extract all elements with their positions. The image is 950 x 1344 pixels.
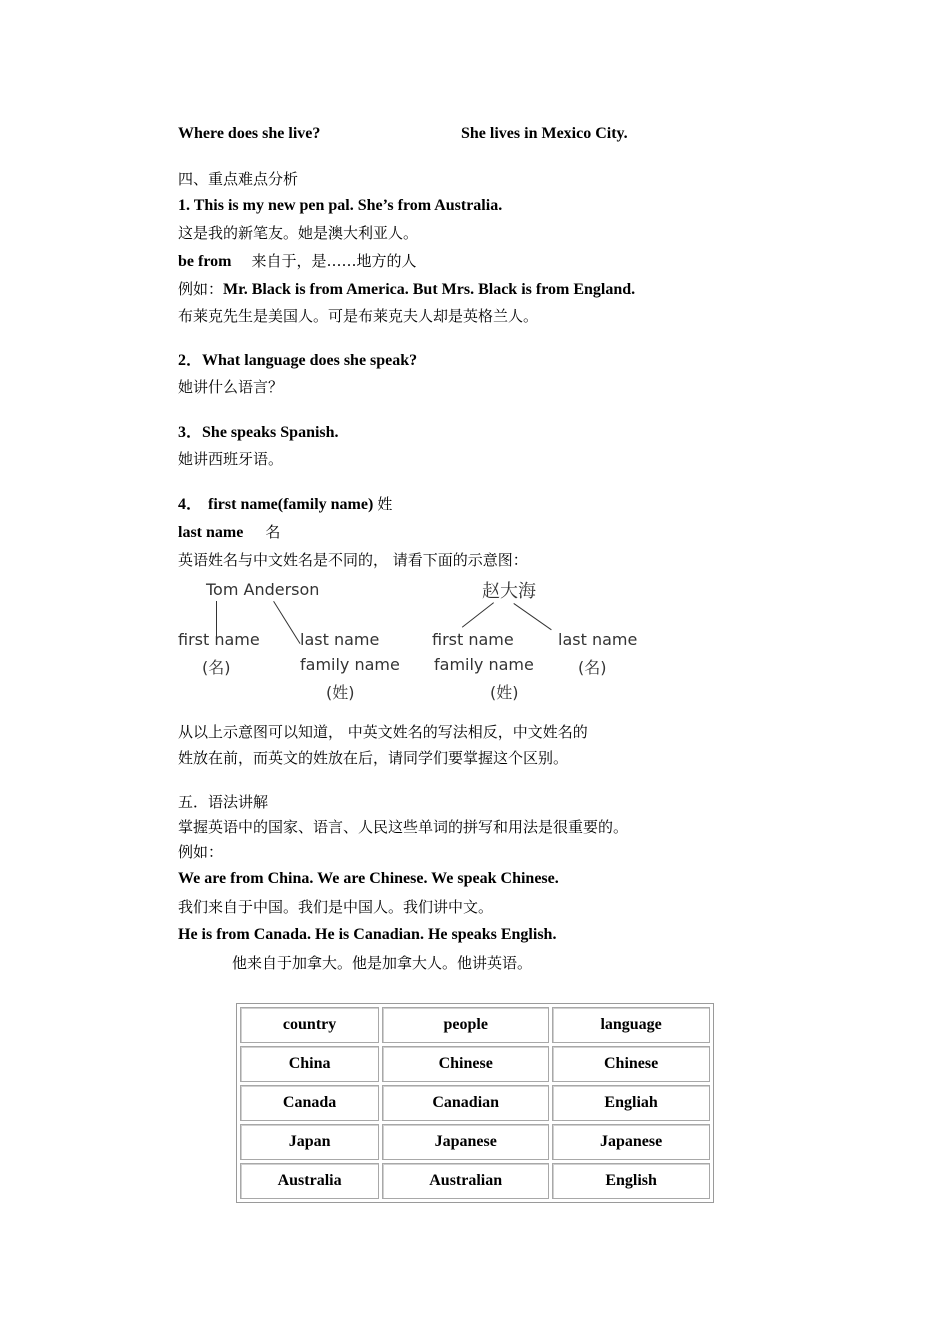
lastname-english: last name xyxy=(178,524,244,541)
table-cell: Australian xyxy=(382,1163,549,1199)
en-last-name-label: last name xyxy=(300,630,380,649)
be-from-phrase: be from xyxy=(178,253,232,270)
example1-chinese: 我们来自于中国。我们是中国人。我们讲中文。 xyxy=(178,898,494,916)
item3-english: She speaks Spanish. xyxy=(202,424,339,441)
connector-line xyxy=(513,603,551,630)
example2-chinese: 他来自于加拿大。他是加拿大人。他讲英语。 xyxy=(232,954,533,972)
explanation-line1: 从以上示意图可以知道， 中英文姓名的写法相反，中文姓名的 xyxy=(178,723,588,741)
table-cell: English xyxy=(552,1163,710,1199)
table-cell: Japanese xyxy=(552,1124,710,1160)
en-family-name-label: family name xyxy=(300,655,400,674)
item4-chinese: 姓 xyxy=(377,495,393,513)
item3-chinese: 她讲西班牙语。 xyxy=(178,450,284,468)
answer-text: She lives in Mexico City. xyxy=(461,125,628,142)
table-cell: Canada xyxy=(240,1085,379,1121)
table-row xyxy=(240,1046,710,1082)
item1-chinese: 这是我的新笔友。她是澳大利亚人。 xyxy=(178,224,419,242)
table-cell: Japan xyxy=(240,1124,379,1160)
example-chinese: 布莱克先生是美国人。可是布莱克夫人却是英格兰人。 xyxy=(178,307,539,325)
item4-line xyxy=(178,494,392,515)
table-cell: Australia xyxy=(240,1163,379,1199)
chinese-name: 赵大海 xyxy=(482,581,536,602)
en-first-name-label: first name xyxy=(178,630,260,649)
connector-line xyxy=(462,602,494,627)
item2-english: What language does she speak? xyxy=(202,352,418,369)
name-order-diagram xyxy=(176,575,646,705)
item2-chinese: 她讲什么语言？ xyxy=(178,378,284,396)
table-cell: Chinese xyxy=(382,1046,549,1082)
table-header-row xyxy=(240,1007,710,1043)
cn-family-name-label: family name xyxy=(434,655,534,674)
section5-example-label: 例如： xyxy=(178,843,224,861)
cn-first-name-cn: (姓) xyxy=(490,683,519,702)
item1-english: 1. This is my new pen pal. She’s from Australia. xyxy=(178,197,503,214)
item2-number: 2． xyxy=(178,352,203,369)
vocabulary-table xyxy=(236,1003,714,1203)
lastname-chinese: 名 xyxy=(265,523,281,541)
explanation-line2: 姓放在前，而英文的姓放在后，请同学们要掌握这个区别。 xyxy=(178,749,569,767)
item4-number: 4． xyxy=(178,496,203,513)
table-header-cell: country xyxy=(240,1007,379,1043)
item2-line xyxy=(178,351,417,371)
table-row xyxy=(240,1085,710,1121)
section5-intro: 掌握英语中的国家、语言、人民这些单词的拼写和用法是很重要的。 xyxy=(178,818,629,836)
example2-english: He is from Canada. He is Canadian. He speaks English. xyxy=(178,926,557,943)
table-cell: China xyxy=(240,1046,379,1082)
en-last-name-cn: (姓) xyxy=(326,683,355,702)
table-header-cell: language xyxy=(552,1007,710,1043)
question-text: Where does she live? xyxy=(178,125,321,142)
connector-line xyxy=(273,601,300,644)
table-header-cell: people xyxy=(382,1007,549,1043)
cn-last-name-cn: (名) xyxy=(578,658,607,677)
en-first-name-cn: (名) xyxy=(202,658,231,677)
example-label: 例如： xyxy=(178,280,224,298)
table-cell: Canadian xyxy=(382,1085,549,1121)
example-english: Mr. Black is from America. But Mrs. Black is from England. xyxy=(223,281,636,298)
section5-heading: 五．语法讲解 xyxy=(178,793,269,811)
table-row xyxy=(240,1124,710,1160)
example1-english: We are from China. We are Chinese. We speak Chinese. xyxy=(178,870,559,887)
lastname-line xyxy=(178,522,280,543)
table-cell: Chinese xyxy=(552,1046,710,1082)
item4-english: first name(family name) xyxy=(208,496,374,513)
table-cell: Japanese xyxy=(382,1124,549,1160)
cn-last-name-label: last name xyxy=(558,630,638,649)
table-cell: Engliah xyxy=(552,1085,710,1121)
be-from-meaning: 来自于，是……地方的人 xyxy=(251,252,417,270)
item3-line xyxy=(178,423,339,443)
diagram-intro: 英语姓名与中文姓名是不同的， 请看下面的示意图： xyxy=(178,551,528,569)
be-from-line xyxy=(178,251,416,272)
table-row xyxy=(240,1163,710,1199)
cn-first-name-label: first name xyxy=(432,630,514,649)
section4-heading: 四、重点难点分析 xyxy=(178,170,299,188)
english-name: Tom Anderson xyxy=(206,580,320,599)
item3-number: 3． xyxy=(178,424,203,441)
example-line xyxy=(178,279,635,300)
